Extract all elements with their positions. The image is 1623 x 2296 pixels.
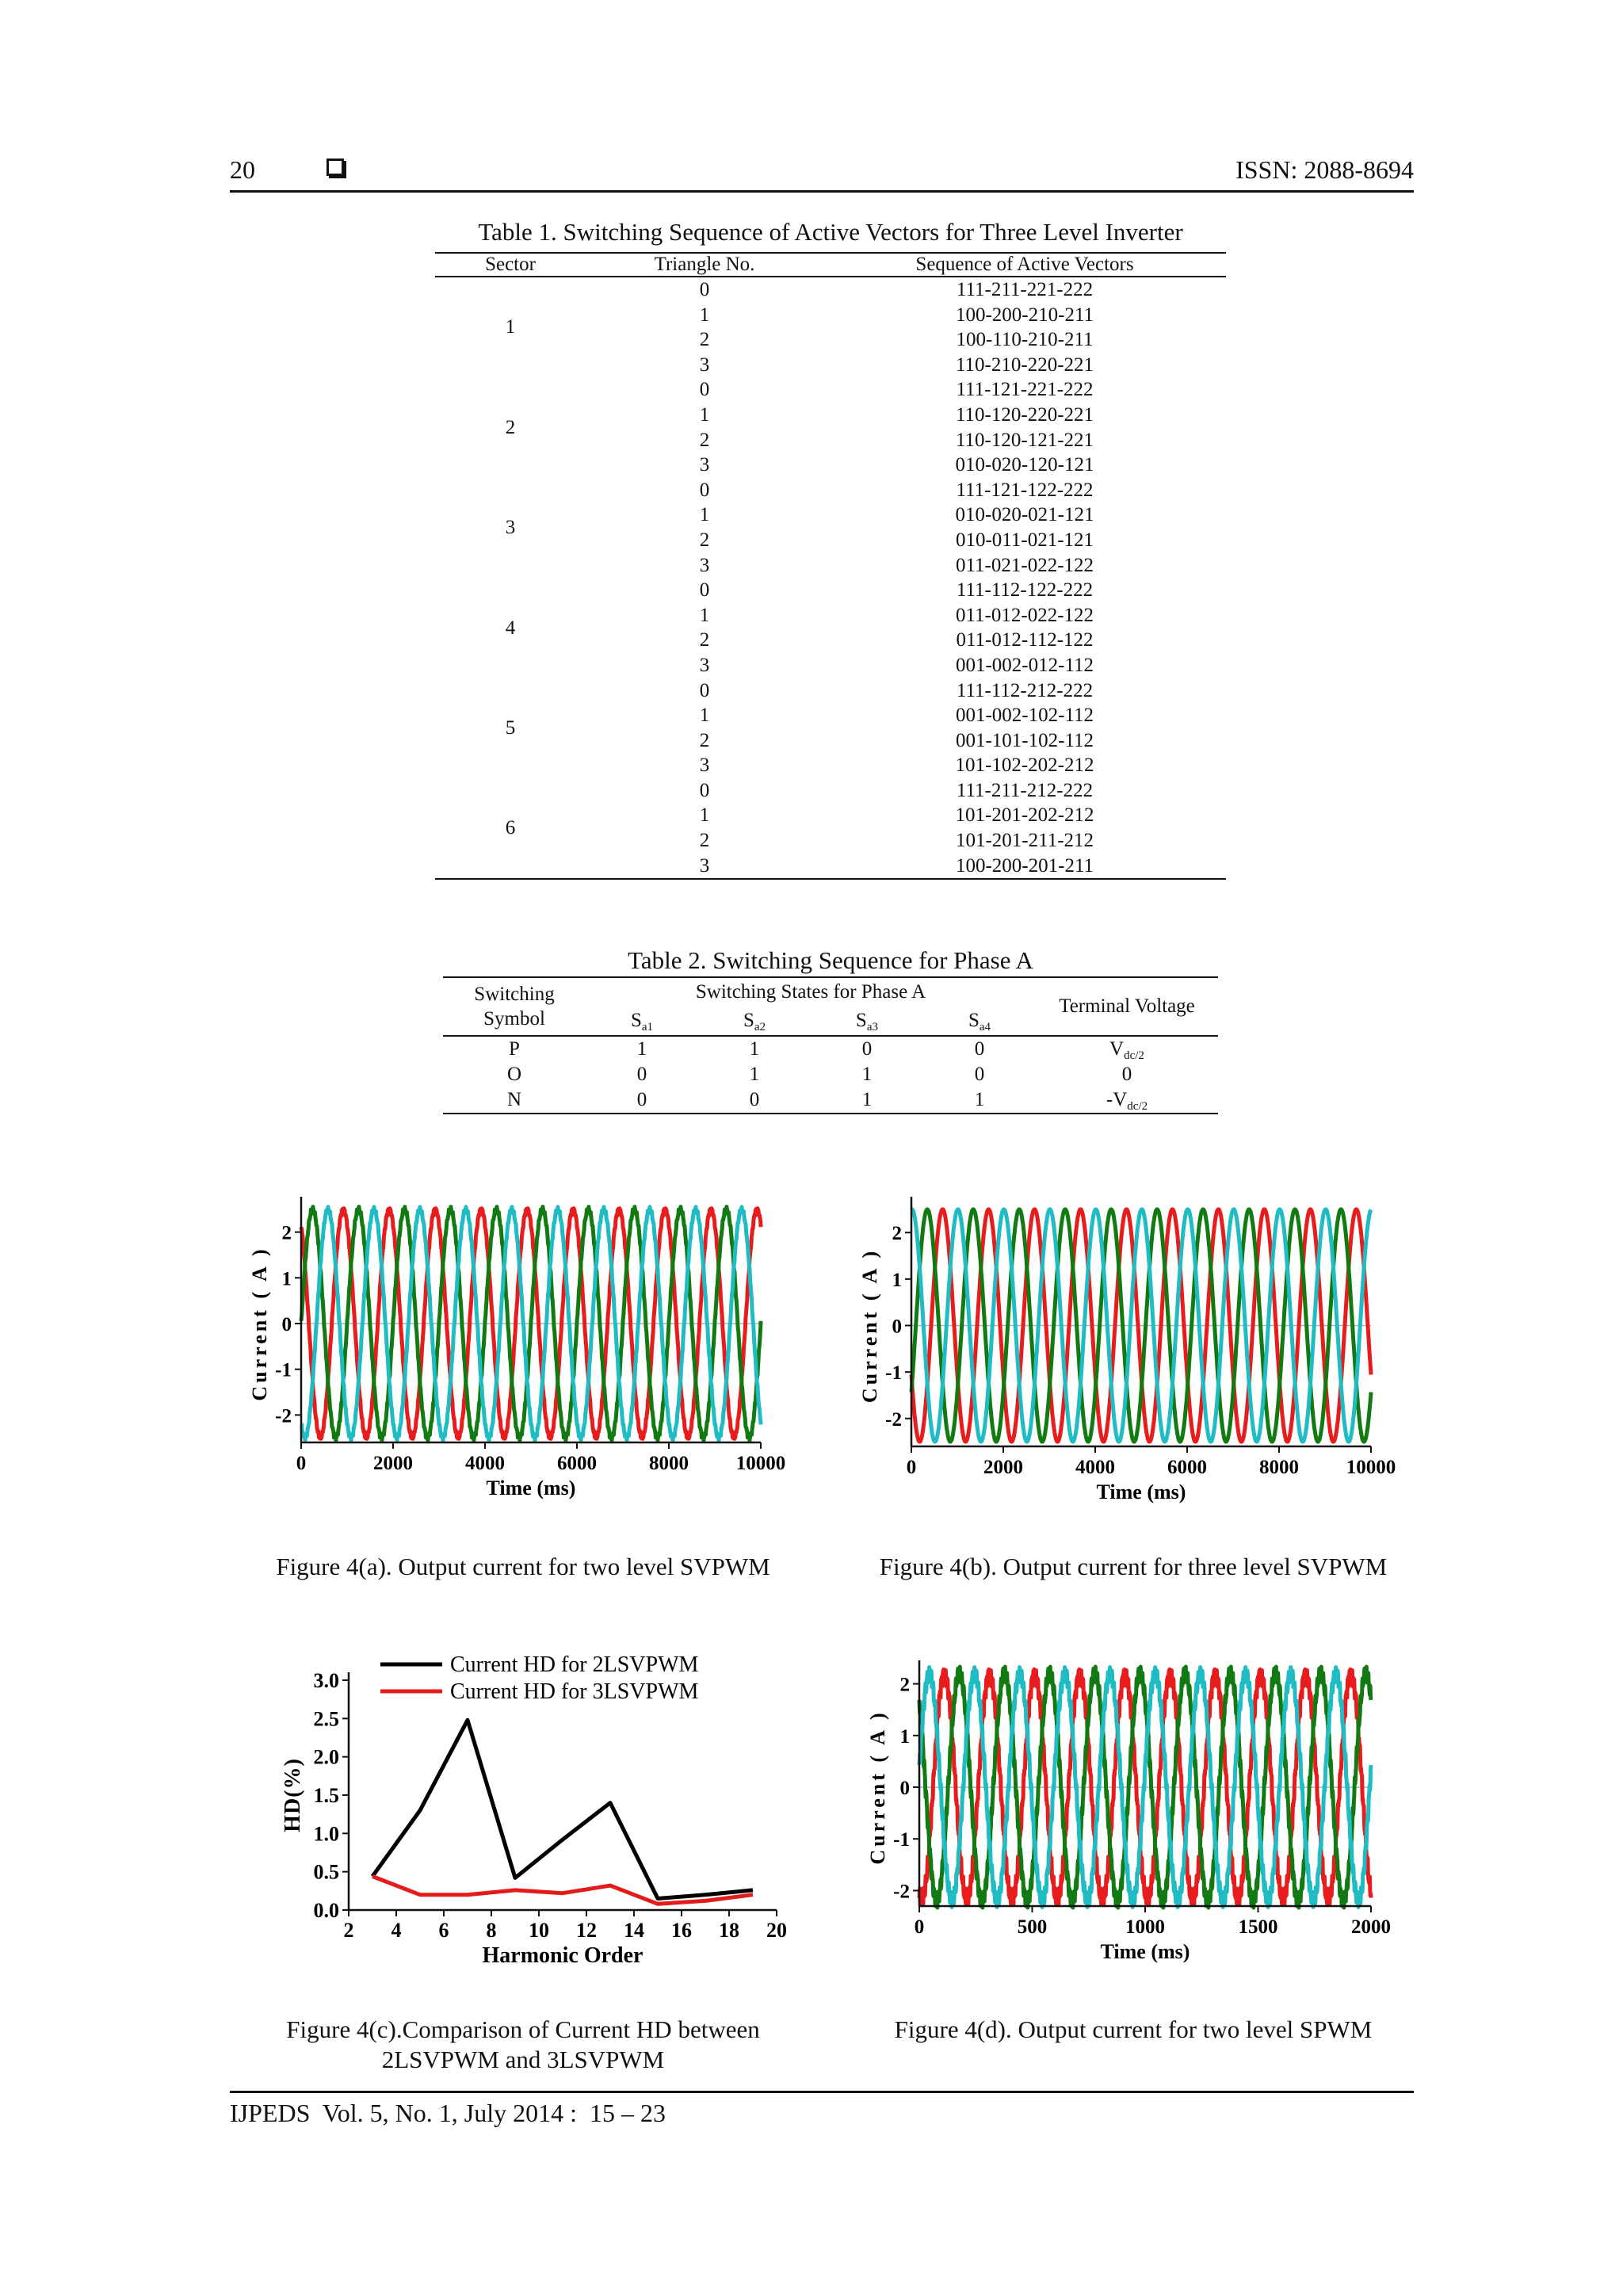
sequence-cell: 001-002-012-112 — [955, 654, 1094, 676]
table-row — [435, 578, 1226, 603]
y-tick-label: 0 — [281, 1314, 292, 1335]
footer-text: IJPEDS Vol. 5, No. 1, July 2014 : 15 – 23 — [230, 2099, 666, 2127]
state-cell: 0 — [636, 1089, 647, 1110]
sector-cell: 6 — [505, 817, 516, 839]
sequence-cell: 001-002-102-112 — [955, 705, 1094, 727]
y-tick-label: 3.0 — [313, 1669, 339, 1692]
triangle-cell: 1 — [699, 403, 710, 426]
x-tick-label: 18 — [719, 1919, 739, 1942]
figure-4a-caption: Figure 4(a). Output current for two level SVPWM — [276, 1553, 770, 1580]
triangle-cell: 3 — [699, 353, 710, 376]
triangle-cell: 0 — [699, 679, 710, 701]
series-line-1 — [372, 1720, 753, 1898]
page-number: 20 — [230, 155, 255, 184]
table-row — [435, 277, 1226, 303]
sequence-cell: 110-210-220-221 — [955, 353, 1094, 376]
sector-cell: 5 — [505, 716, 516, 739]
table2-subheader-s4 — [923, 1007, 1036, 1036]
table1-header-sequence: Sequence of Active Vectors — [915, 254, 1134, 275]
y-tick-label: 0 — [899, 1778, 910, 1799]
x-tick-label: 4000 — [1075, 1457, 1115, 1478]
figure-4d-caption: Figure 4(d). Output current for two level SPWM — [894, 2015, 1373, 2043]
triangle-cell: 1 — [699, 304, 710, 326]
x-tick-label: 0 — [906, 1457, 917, 1478]
x-tick-label: 16 — [671, 1919, 692, 1942]
sequence-cell: 010-020-120-121 — [955, 454, 1094, 476]
y-tick-label: -2 — [885, 1408, 902, 1431]
y-tick-label: 0.0 — [313, 1899, 339, 1922]
table1-caption: Table 1. Switching Sequence of Active Vectors for Three Level Inverter — [478, 218, 1183, 246]
table2-subheader-s1 — [586, 1007, 698, 1036]
y-axis-label: Current ( A ) — [248, 1246, 271, 1401]
x-tick-label: 6000 — [1167, 1457, 1207, 1478]
state-cell: 1 — [749, 1064, 760, 1085]
x-tick-label: 8000 — [649, 1453, 689, 1474]
state-cell: 0 — [636, 1064, 647, 1085]
sequence-cell: 111-121-122-222 — [956, 479, 1094, 501]
x-tick-label: 0 — [914, 1916, 925, 1938]
y-axis-label: Current ( A ) — [866, 1710, 889, 1865]
subheader-base: S — [743, 1010, 754, 1031]
y-tick-label: 1 — [281, 1268, 292, 1290]
x-tick-label: 10000 — [1346, 1457, 1396, 1478]
sequence-cell: 001-101-102-112 — [955, 729, 1094, 751]
state-cell: 0 — [861, 1038, 873, 1060]
x-tick-label: 2000 — [373, 1453, 413, 1474]
sequence-cell: 111-121-221-222 — [956, 379, 1094, 401]
sequence-cell: 111-211-221-222 — [956, 279, 1094, 300]
voltage-subscript: dc/2 — [1124, 1049, 1144, 1062]
y-tick-label: 1 — [892, 1269, 902, 1291]
sequence-cell: 111-112-212-222 — [956, 679, 1094, 701]
y-axis-label: Current ( A ) — [858, 1247, 881, 1404]
sequence-cell: 100-200-210-211 — [955, 304, 1094, 326]
y-tick-label: -1 — [275, 1359, 292, 1381]
figure-4d-chart — [856, 1652, 1411, 1985]
triangle-cell: 3 — [699, 554, 710, 576]
sequence-cell: 011-012-022-122 — [955, 604, 1094, 626]
x-tick-label: 2 — [343, 1919, 354, 1942]
triangle-cell: 0 — [699, 479, 710, 501]
sequence-cell: 111-211-212-222 — [956, 779, 1094, 801]
x-tick-label: 6 — [438, 1919, 449, 1942]
x-axis-label: Time (ms) — [1096, 1480, 1186, 1503]
symbol-cell: N — [506, 1089, 522, 1110]
table-row — [435, 377, 1226, 403]
table2-header-symbol: Switching Symbol — [474, 984, 555, 1030]
y-tick-label: -2 — [275, 1405, 292, 1427]
table-row — [435, 778, 1226, 804]
triangle-cell: 2 — [699, 830, 710, 852]
sequence-cell: 101-201-211-212 — [955, 830, 1094, 852]
x-tick-label: 4 — [391, 1919, 402, 1942]
table-row — [443, 1087, 1218, 1114]
sequence-cell: 011-021-022-122 — [955, 554, 1094, 576]
sequence-cell: 100-110-210-211 — [956, 329, 1094, 351]
footer-rule — [230, 2091, 1414, 2093]
y-tick-label: 2 — [892, 1223, 902, 1245]
subheader-subscript: a2 — [754, 1021, 766, 1033]
x-tick-label: 6000 — [557, 1453, 597, 1474]
symbol-cell: O — [506, 1064, 522, 1085]
table2-header-states: Switching States for Phase A — [695, 981, 926, 1003]
y-tick-label: -1 — [893, 1829, 910, 1851]
sequence-cell: 110-120-121-221 — [955, 429, 1094, 451]
triangle-cell: 1 — [699, 705, 710, 727]
table2-header-voltage: Terminal Voltage — [1059, 995, 1195, 1017]
table-row — [435, 478, 1226, 503]
triangle-cell: 3 — [699, 654, 710, 676]
table2 — [443, 978, 1218, 1114]
y-tick-label: 2.0 — [313, 1745, 339, 1769]
figure-4c-chart — [238, 1633, 808, 1981]
state-cell: 1 — [749, 1038, 760, 1060]
x-axis-label: Harmonic Order — [482, 1943, 643, 1968]
triangle-cell: 0 — [699, 379, 710, 401]
x-tick-label: 8 — [486, 1919, 497, 1942]
x-tick-label: 20 — [766, 1919, 787, 1942]
x-tick-label: 500 — [1017, 1916, 1048, 1938]
x-tick-label: 0 — [296, 1453, 307, 1474]
y-tick-label: 1 — [899, 1725, 910, 1748]
x-tick-label: 2000 — [1351, 1916, 1391, 1938]
state-cell: 0 — [974, 1038, 985, 1060]
sector-cell: 2 — [505, 416, 516, 438]
symbol-cell: P — [509, 1038, 520, 1060]
sequence-cell: 010-011-021-121 — [955, 529, 1094, 551]
triangle-cell: 0 — [699, 779, 710, 801]
triangle-cell: 1 — [699, 604, 710, 626]
y-tick-label: 0 — [892, 1316, 902, 1338]
triangle-cell: 3 — [699, 454, 710, 476]
table1-header-sector: Sector — [485, 254, 536, 275]
voltage-base: 0 — [1121, 1064, 1132, 1085]
sequence-cell: 111-112-122-222 — [956, 579, 1094, 602]
table2-subheader-s3 — [811, 1007, 923, 1036]
sequence-cell: 010-020-021-121 — [955, 504, 1094, 526]
table2-caption: Table 2. Switching Sequence for Phase A — [628, 946, 1033, 974]
triangle-cell: 2 — [699, 329, 710, 351]
figure-4a-chart — [238, 1181, 792, 1530]
figure-4b-caption: Figure 4(b). Output current for three level SVPWM — [879, 1553, 1388, 1580]
figure-4b-chart — [856, 1181, 1411, 1530]
sequence-cell: 110-120-220-221 — [955, 403, 1094, 426]
x-tick-label: 1500 — [1238, 1916, 1278, 1938]
table2-subheader-s2 — [698, 1007, 811, 1036]
voltage-subscript: dc/2 — [1127, 1100, 1148, 1113]
y-tick-label: -2 — [893, 1881, 910, 1903]
table1-header-triangle: Triangle No. — [654, 254, 755, 275]
sector-cell: 4 — [505, 617, 516, 639]
x-axis-label: Time (ms) — [1100, 1940, 1190, 1963]
x-axis-label: Time (ms) — [486, 1477, 576, 1499]
state-cell: 1 — [861, 1089, 873, 1110]
triangle-cell: 1 — [699, 504, 710, 526]
triangle-cell: 1 — [699, 804, 710, 827]
triangle-cell: 2 — [699, 429, 710, 451]
y-tick-label: 2.5 — [313, 1707, 339, 1731]
table-row — [443, 1062, 1218, 1087]
y-tick-label: 1.5 — [313, 1784, 339, 1807]
subheader-base: S — [968, 1010, 980, 1031]
x-tick-label: 2000 — [983, 1457, 1023, 1478]
state-cell: 0 — [749, 1089, 760, 1110]
sequence-cell: 100-200-201-211 — [955, 854, 1094, 877]
state-cell: 0 — [974, 1064, 985, 1085]
triangle-cell: 3 — [699, 755, 710, 777]
triangle-cell: 2 — [699, 729, 710, 751]
sequence-cell: 101-201-202-212 — [955, 804, 1094, 827]
table1 — [435, 254, 1226, 880]
issn: ISSN: 2088-8694 — [1235, 155, 1414, 184]
triangle-cell: 2 — [699, 629, 710, 651]
y-tick-label: 0.5 — [313, 1860, 339, 1884]
triangle-cell: 2 — [699, 529, 710, 551]
y-tick-label: 1.0 — [313, 1822, 339, 1846]
x-tick-label: 14 — [624, 1919, 644, 1942]
header-rule — [230, 190, 1414, 193]
square-bullet-icon — [327, 159, 344, 176]
figure-4c-caption-line2: 2LSVPWM and 3LSVPWM — [381, 2046, 665, 2073]
x-tick-label: 8000 — [1259, 1457, 1299, 1478]
x-tick-label: 10 — [529, 1919, 549, 1942]
triangle-cell: 0 — [699, 579, 710, 602]
voltage-base: V — [1109, 1038, 1125, 1060]
voltage-cell — [1036, 1087, 1218, 1114]
series-line-2 — [372, 1877, 753, 1904]
subheader-subscript: a4 — [979, 1021, 991, 1033]
voltage-cell — [1036, 1036, 1218, 1062]
subheader-base: S — [630, 1010, 642, 1031]
x-tick-label: 12 — [576, 1919, 597, 1942]
state-cell: 1 — [636, 1038, 647, 1060]
legend-label: Current HD for 3LSVPWM — [450, 1679, 699, 1704]
sequence-cell: 011-012-112-122 — [956, 629, 1094, 651]
state-cell: 1 — [974, 1089, 985, 1110]
subheader-subscript: a3 — [866, 1021, 878, 1033]
x-tick-label: 1000 — [1125, 1916, 1165, 1938]
subheader-subscript: a1 — [641, 1021, 654, 1033]
triangle-cell: 3 — [699, 854, 710, 877]
y-axis-label: HD(%) — [281, 1758, 305, 1832]
y-tick-label: 2 — [281, 1222, 292, 1244]
y-tick-label: 2 — [899, 1674, 910, 1696]
sequence-cell: 101-102-202-212 — [955, 755, 1094, 777]
state-cell: 1 — [861, 1064, 873, 1085]
voltage-base: -V — [1106, 1089, 1128, 1110]
figure-4c-caption-line1: Figure 4(c).Comparison of Current HD between — [286, 2015, 760, 2043]
triangle-cell: 0 — [699, 279, 710, 300]
voltage-cell — [1036, 1062, 1218, 1087]
table-row — [435, 678, 1226, 704]
legend-label: Current HD for 2LSVPWM — [450, 1652, 699, 1677]
x-tick-label: 10000 — [735, 1453, 786, 1474]
table-row — [443, 1036, 1218, 1062]
x-tick-label: 4000 — [465, 1453, 505, 1474]
y-tick-label: -1 — [885, 1362, 902, 1385]
sector-cell: 3 — [505, 517, 516, 539]
sector-cell: 1 — [505, 316, 516, 338]
subheader-base: S — [855, 1010, 867, 1031]
